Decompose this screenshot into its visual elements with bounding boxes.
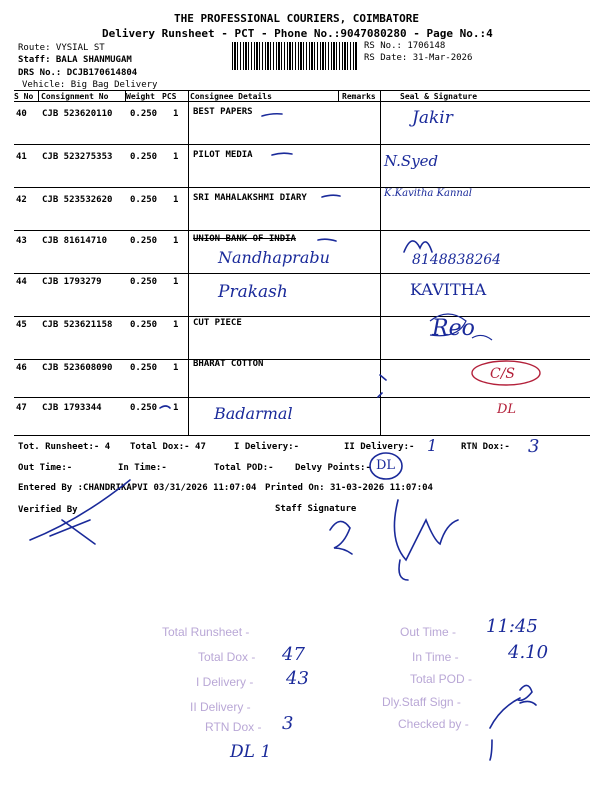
row-pcs: 1: [173, 236, 179, 246]
col-header-consignee: Consignee Details: [190, 92, 272, 101]
row-sno: 41: [16, 152, 27, 162]
row-signature: KAVITHA: [410, 280, 487, 299]
row-consignment: CJB 523621158: [42, 320, 113, 330]
rtn-dox: RTN Dox:-: [461, 442, 510, 452]
row-pcs: 1: [173, 277, 179, 287]
stamp-total-runsheet: Total Runsheet -: [162, 625, 250, 639]
row-signature: 8148838264: [412, 252, 502, 268]
total-dox: Total Dox:- 47: [130, 442, 206, 452]
stamp-value-in-time: 4.10: [508, 642, 549, 663]
entered-by: Entered By :CHANDRIKAPVI 03/31/2026 11:07:04: [18, 483, 257, 493]
row-consignee: UNION BANK OF INDIA: [193, 234, 296, 244]
i-delivery: I Delivery:-: [234, 442, 300, 452]
verified-by: Verified By: [18, 505, 78, 515]
stamp-in-time: In Time -: [412, 650, 459, 664]
row-sno: 43: [16, 236, 27, 246]
row-consignment: CJB 523275353: [42, 152, 113, 162]
row-weight: 0.250: [130, 236, 158, 246]
row-pcs: 1: [173, 152, 179, 162]
stamp-total-dox: Total Dox -: [198, 650, 256, 664]
row-sno: 40: [16, 109, 27, 119]
row-weight: 0.250: [130, 363, 158, 373]
col-header-pcs: PCS: [162, 92, 177, 101]
stamp-value-total-dox: 47: [282, 644, 305, 665]
row-consignment: CJB 1793279: [42, 277, 102, 287]
row-consignment: CJB 523620110: [42, 109, 113, 119]
stamp-value-rtn: 3: [282, 713, 294, 734]
row-weight: 0.250: [130, 109, 158, 119]
row-signature: Reo: [432, 316, 475, 341]
row-handwritten-detail: Nandhaprabu: [218, 248, 330, 267]
total-pod: Total POD:-: [214, 463, 274, 473]
col-header-remarks: Remarks: [342, 92, 376, 101]
stamp-ii-delivery: II Delivery -: [190, 700, 251, 714]
row-consignee: CUT PIECE: [193, 318, 242, 328]
row-handwritten-detail: Badarmal: [214, 404, 293, 423]
tot-runsheet: Tot. Runsheet:- 4: [18, 442, 111, 452]
printed-on: Printed On: 31-03-2026 11:07:04: [265, 483, 433, 493]
row-sno: 47: [16, 403, 27, 413]
route-label: Route: VYSIAL ST: [18, 43, 105, 53]
row-weight: 0.250: [130, 152, 158, 162]
row-sno: 42: [16, 195, 27, 205]
row-sno: 46: [16, 363, 27, 373]
stamp-value-i-delivery: 43: [286, 668, 309, 689]
stamp-checked-by: Checked by -: [398, 717, 469, 731]
runsheet-subtitle: Delivery Runsheet - PCT - Phone No.:9047080280 - Page No.:4: [102, 27, 493, 40]
rs-no: RS No.: 1706148: [364, 41, 446, 51]
company-title: THE PROFESSIONAL COURIERS, COIMBATORE: [174, 12, 420, 25]
row-signature: C/S: [490, 366, 516, 382]
row-pcs: 1: [173, 320, 179, 330]
row-pcs: 1: [173, 403, 179, 413]
row-signature: K.Kavitha Kannal: [384, 188, 473, 199]
row-handwritten-detail: Prakash: [218, 282, 288, 302]
row-weight: 0.250: [130, 277, 158, 287]
col-header-consignment: Consignment No: [41, 92, 109, 101]
row-consignment: CJB 523608090: [42, 363, 113, 373]
out-time: Out Time:-: [18, 463, 73, 473]
delvy-points: Delvy Points:-: [295, 463, 371, 473]
row-signature: DL: [497, 402, 517, 417]
drs-label: DRS No.: DCJB170614804: [18, 68, 138, 78]
staff-label: Staff: BALA SHANMUGAM: [18, 55, 132, 65]
row-weight: 0.250: [130, 403, 158, 413]
col-header-weight: Weight: [126, 92, 155, 101]
row-weight: 0.250: [130, 195, 158, 205]
rs-date: RS Date: 31-Mar-2026: [364, 53, 473, 63]
row-signature: Jakir: [412, 108, 453, 128]
dl-circle-text: DL: [376, 458, 396, 473]
row-signature: N.Syed: [384, 152, 439, 170]
col-header-sno: S No: [14, 92, 34, 101]
row-sno: 45: [16, 320, 27, 330]
row-pcs: 1: [173, 109, 179, 119]
staff-signature-label: Staff Signature: [275, 504, 357, 514]
row-consignment: CJB 81614710: [42, 236, 108, 246]
row-consignee: PILOT MEDIA: [193, 150, 253, 160]
stamp-rtn-dox: RTN Dox -: [205, 720, 262, 734]
row-consignment: CJB 523532620: [42, 195, 113, 205]
row-weight: 0.250: [130, 320, 158, 330]
col-header-seal: Seal & Signature: [400, 92, 478, 101]
row-consignee: BEST PAPERS: [193, 107, 253, 117]
stamp-i-delivery: I Delivery -: [196, 675, 254, 689]
row-pcs: 1: [173, 363, 179, 373]
ii-delivery: II Delivery:-: [344, 442, 415, 452]
vehicle-label: Vehicle: Big Bag Delivery: [22, 80, 158, 90]
stamp-value-bottom: DL 1: [230, 742, 272, 762]
stamp-value-out-time: 11:45: [486, 616, 538, 637]
in-time: In Time:-: [118, 463, 167, 473]
row-consignee: SRI MAHALAKSHMI DIARY: [193, 193, 307, 203]
row-sno: 44: [16, 277, 27, 287]
row-pcs: 1: [173, 195, 179, 205]
ii-delivery-value: 1: [427, 436, 438, 455]
row-consignee: BHARAT COTTON: [193, 359, 264, 369]
stamp-out-time: Out Time -: [400, 625, 457, 639]
row-consignment: CJB 1793344: [42, 403, 102, 413]
stamp-dly-staff-sign: Dly.Staff Sign -: [382, 695, 461, 709]
stamp-total-pod: Total POD -: [410, 672, 473, 686]
rtn-dox-value: 3: [528, 436, 540, 457]
